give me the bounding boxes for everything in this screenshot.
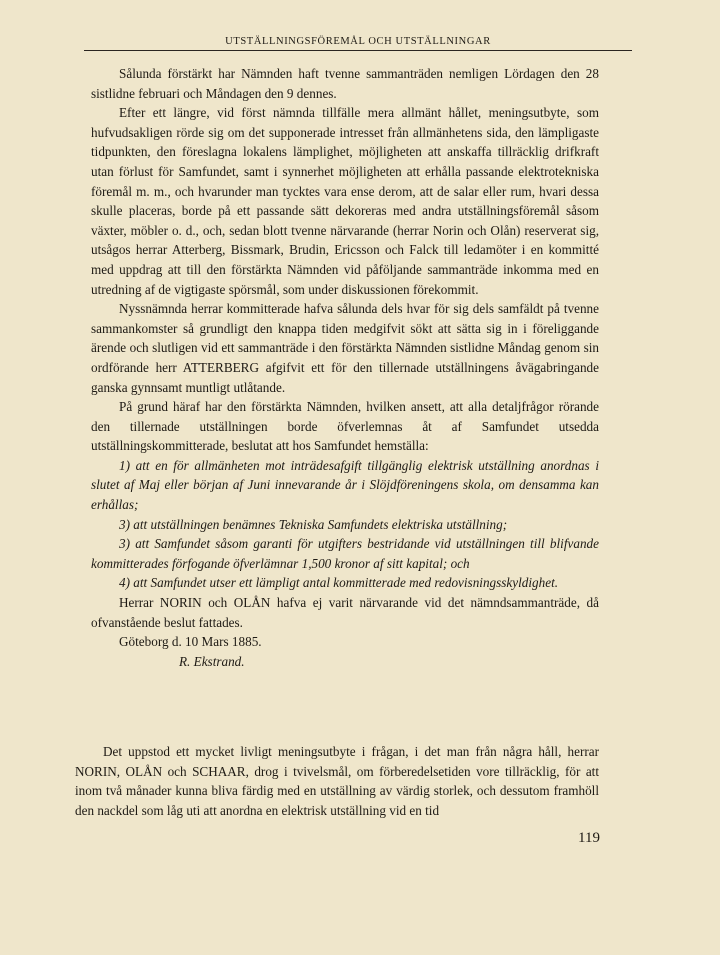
running-header: UTSTÄLLNINGSFÖREMÅL OCH UTSTÄLLNINGAR: [84, 36, 632, 51]
proposal-item: 3) att Samfundet såsom garanti för utgifters bestridande vid utställningen till blifvande kommitterades förfogande öfverlämnar 1,500 kronor af sitt kapital; och: [91, 536, 599, 571]
paragraph: Sålunda förstärkt har Nämnden haft tvenne sammanträden nemligen Lördagen den 28 sistlidne februari och Måndagen den 9 dennes.: [91, 66, 599, 101]
proposal-item: 4) att Samfundet utser ett lämpligt antal kommitterade med redovisningsskyldighet.: [119, 575, 559, 591]
signature: R. Ekstrand.: [179, 653, 245, 669]
proposal-item: 1) att en för allmänheten mot inträdesafgift tillgänglig elektrisk utställning anordnas i slutet af Maj eller början af Juni innevarande år i Slöjdföreningens skola, om densamma kan erhållas;: [91, 457, 599, 513]
continuation-text: [75, 742, 599, 820]
proposal-item: 3) att utställningen benämnes Tekniska Samfundets elektriska utställning;: [119, 516, 508, 532]
paragraph: Det uppstod ett mycket livligt meningsutbyte i frågan, i det man från några håll, herrar NORIN, OLÅN och SCHAAR, drog i tvivelsmål, om förberedelsetiden vore tillräcklig, för att inom två månader kunna bliva färdig med en utställning av värdig storlek, och dessutom framhöll den nackdel som låg uti att anordna en elektrisk utställning vid en tid: [75, 744, 599, 818]
date-line: Göteborg d. 10 Mars 1885.: [119, 634, 262, 650]
main-text: [91, 64, 599, 671]
paragraph: På grund häraf har den förstärkta Nämnden, hvilken ansett, att alla detaljfrågor rörande den tillernade utställningen borde öfverlemnas åt af Samfundet utsedda utställningskommitterade, beslutat att hos Samfundet hemställa:: [91, 399, 599, 454]
paragraph: Nyssnämnda herrar kommitterade hafva sålunda dels hvar för sig dels samfäldt på tvenne sammankomster så grundligt den knappa tiden medgifvit sökt att sätta sig in i föreliggande ärende och slutligen vid ett sammanträde i den förstärkta Nämnden sistlidne Måndag genom sin ordförande herr ATTERBERG afgifvit ett för den tillernade utställningens åvägabringande ganska gynnsamt muntligt utlåtande.: [91, 301, 599, 395]
page-number: 119: [578, 830, 600, 846]
paragraph: Herrar NORIN och OLÅN hafva ej varit närvarande vid det nämndsammanträde, då ofvanstående beslut fattades.: [91, 595, 599, 630]
paragraph: Efter ett längre, vid först nämnda tillfälle mera allmänt hållet, meningsutbyte, som hufvudsakligen rörde sig om det supponerade intresset från allmänhetens sida, den lämpligaste tidpunkten, den föreslagna lokalens lämplighet, möjligheten att anskaffa tillräcklig drifkraft utan förlust för Samfundet, samt i synnerhet möjligheten att erhålla passande elektrotekniska föremål m. m., och hvarunder man tycktes vara ense derom, att de salar eller rum, hvari dessa skulle placeras, borde på ett passande sätt dekoreras med andra utställningsföremål såsom växter, möbler o. d., och, sedan blott tvenne närvarande (herrar Norin och Olån) reserverat sig, utsågos herrar Atterberg, Bissmark, Brudin, Ericsson och Falck till ledamöter i en kommitté med uppdrag att till den förstärkta Nämnden vid påföljande sammanträde inkomma med en utredning af de vigtigaste spörsmål, som under diskussionen förekommit.: [91, 105, 599, 297]
